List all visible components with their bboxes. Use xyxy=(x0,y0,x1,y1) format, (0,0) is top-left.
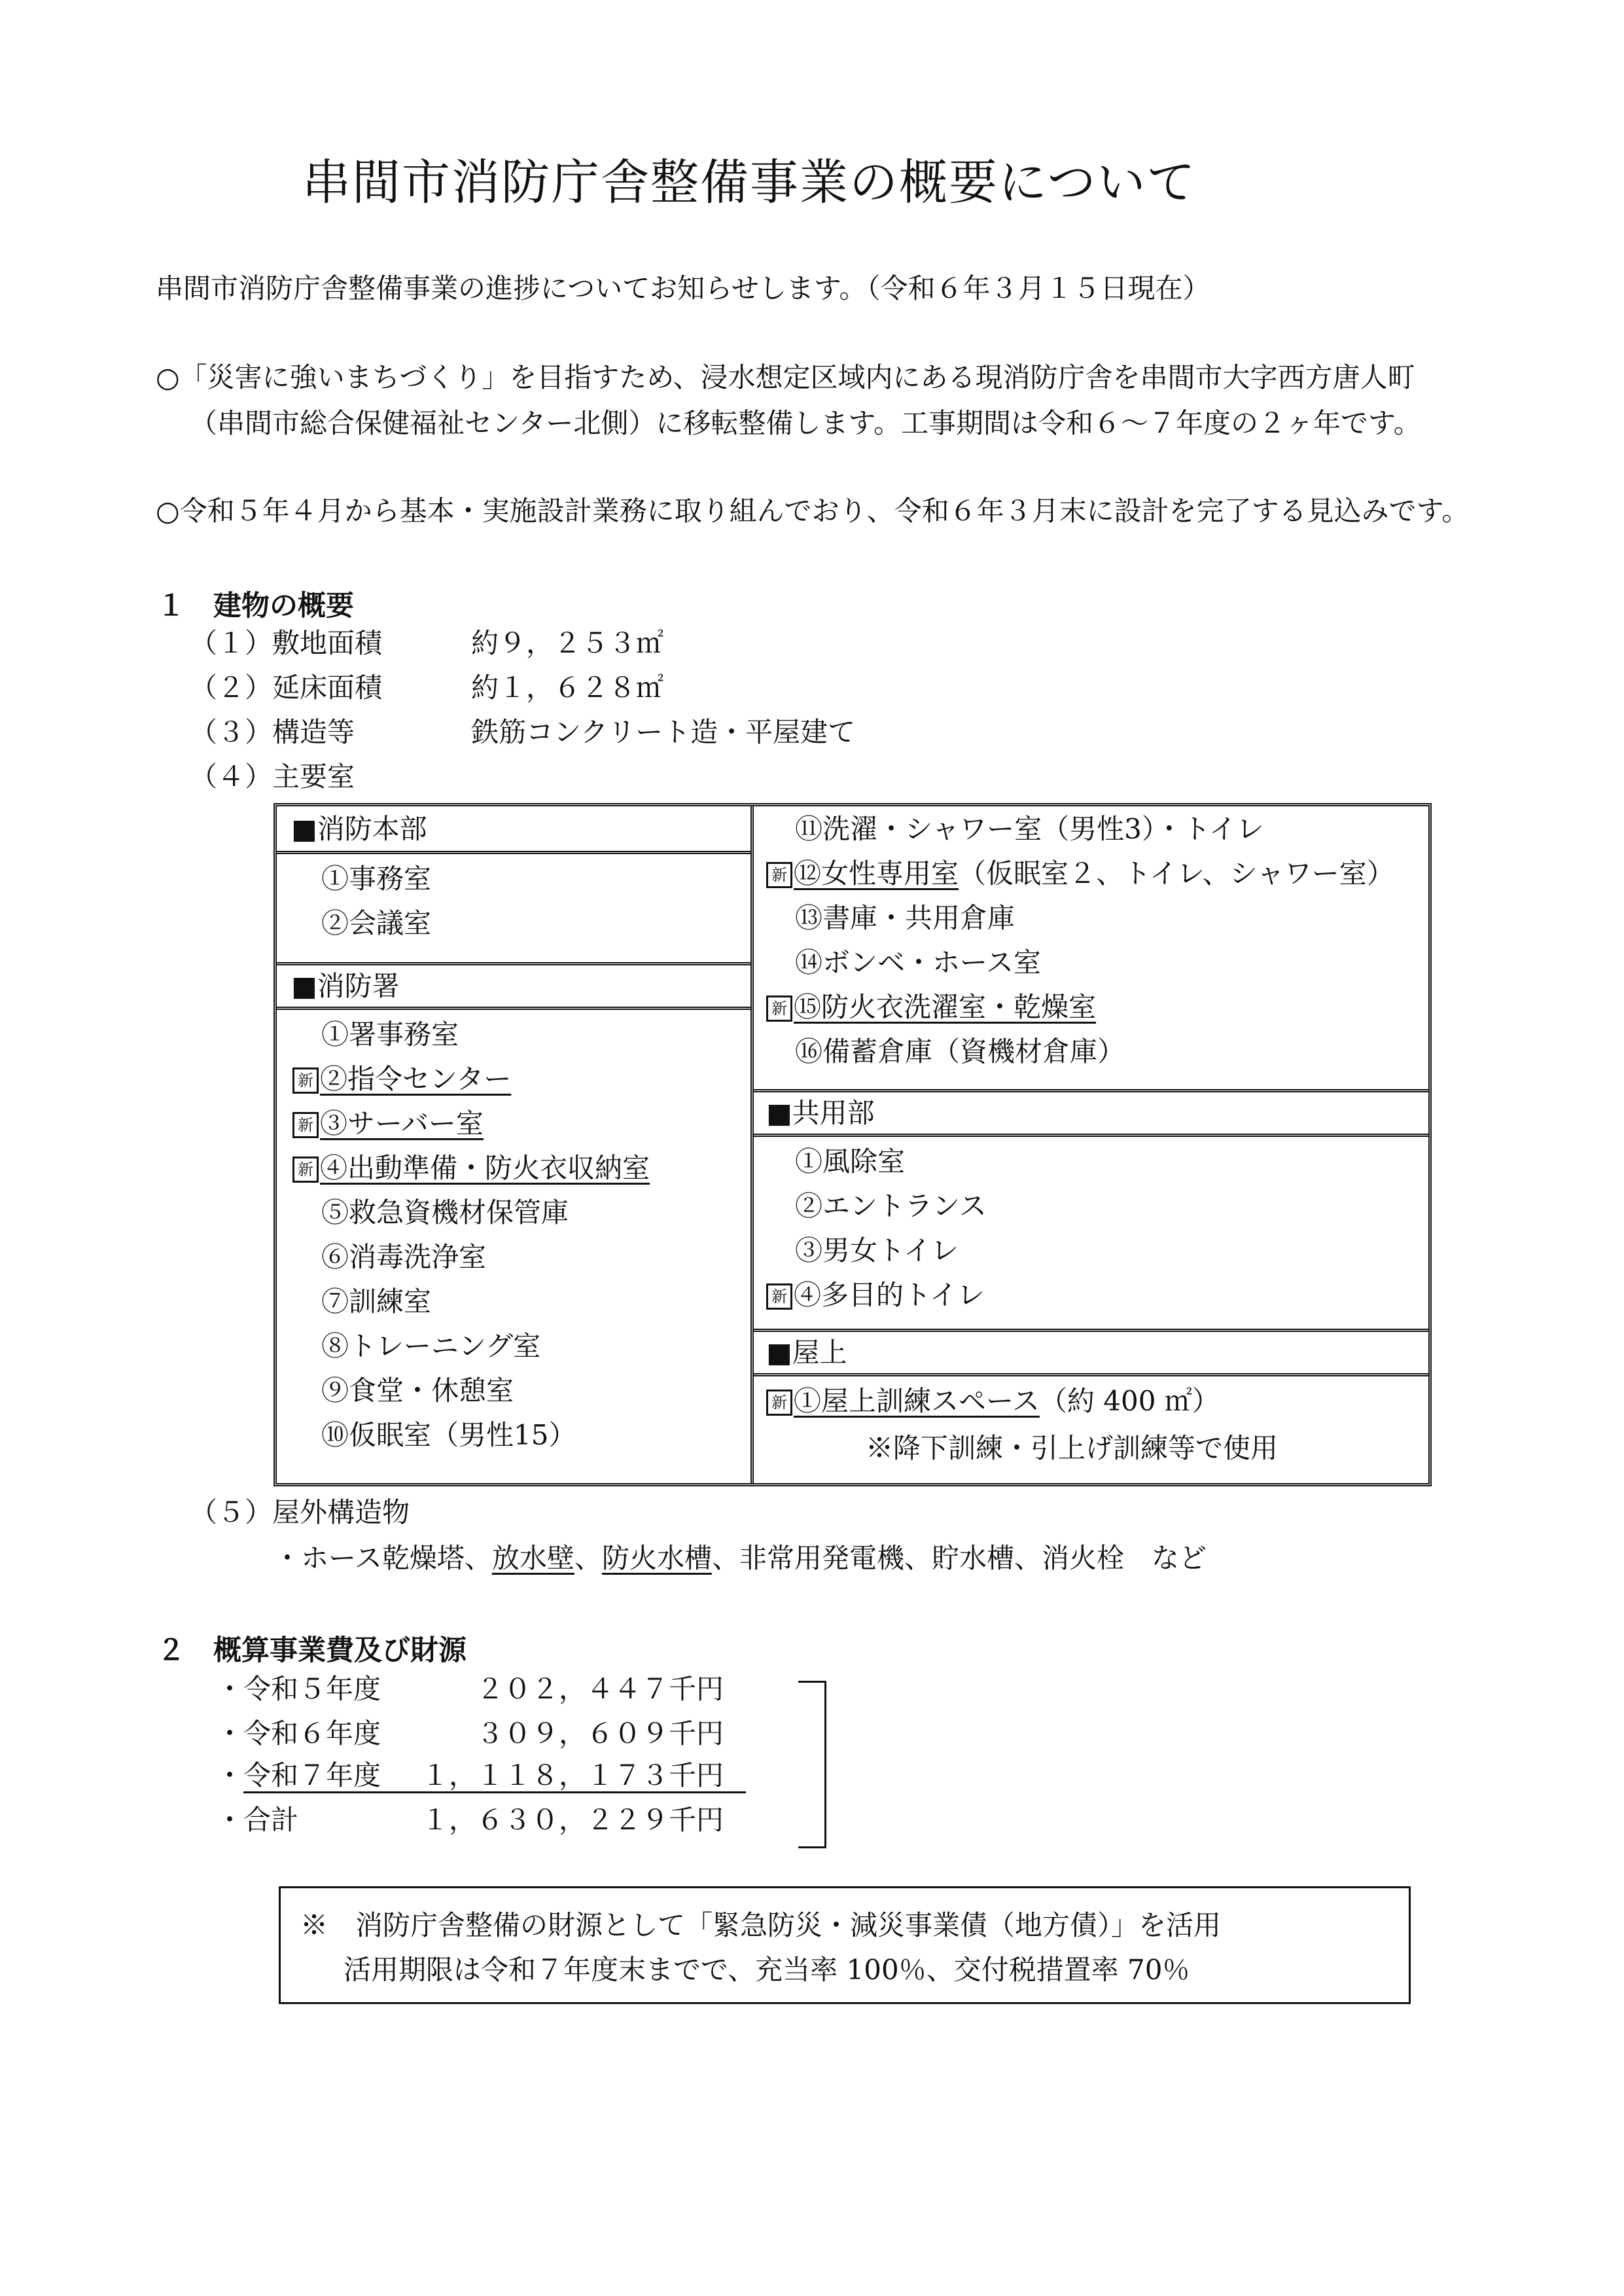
sum-underline xyxy=(243,1791,746,1793)
outdoor-new-item: 放水壁 xyxy=(491,1542,574,1574)
station-room: ①署事務室 xyxy=(321,1018,459,1050)
station-header: ■消防署 xyxy=(291,970,400,1002)
right-room-suffix: （仮眠室２、トイレ、シャワー室） xyxy=(959,857,1394,889)
right-room: ⑪洗濯・シャワー室（男性3）・トイレ xyxy=(795,813,1264,845)
site-area-value: 約９，２５３㎡ xyxy=(471,627,664,659)
table-line xyxy=(754,1329,1428,1332)
new-mark-icon: 新 xyxy=(766,1390,792,1416)
common-room: ①風除室 xyxy=(795,1145,906,1177)
roof-room-label: ①屋上訓練スペース xyxy=(794,1385,1040,1417)
cost-row-label: ・令和５年度 xyxy=(216,1673,381,1705)
section2-heading: ２ 概算事業費及び財源 xyxy=(157,1634,467,1667)
outdoor-text: 、非常用発電機、貯水槽、消火栓 など xyxy=(711,1542,1207,1574)
rooms-table xyxy=(274,803,1432,1486)
table-line xyxy=(754,1089,1428,1092)
station-room: ⑥消毒洗浄室 xyxy=(321,1241,487,1273)
intro-text: 串間市消防庁舎整備事業の進捗についてお知らせします。（令和６年３月１５日現在） xyxy=(156,272,1210,304)
station-room: ⑨食堂・休憩室 xyxy=(321,1374,514,1407)
new-mark-icon: 新 xyxy=(292,1067,319,1094)
cost-bracket xyxy=(798,1681,826,1848)
page-title: 串間市消防庁舎整備事業の概要について xyxy=(302,154,1197,211)
structure-label: （３）構造等 xyxy=(190,716,355,748)
station-room: ⑩仮眠室（男性15） xyxy=(321,1419,576,1451)
funding-note-box xyxy=(279,1886,1411,2004)
funding-note-line1: ※ 消防庁舎整備の財源として「緊急防災・減災事業債（地方債）」を活用 xyxy=(300,1909,1222,1941)
table-line xyxy=(277,1007,750,1010)
cost-row-value: ２０２，４４７千円 xyxy=(476,1673,724,1705)
roof-note: ※降下訓練・引上げ訓練等で使用 xyxy=(866,1432,1279,1464)
design-progress-paragraph: ○令和５年４月から基本・実施設計業務に取り組んでおり、令和６年３月末に設計を完了する見込みです。 xyxy=(156,495,1470,527)
cost-row-label: ・令和７年度 xyxy=(216,1759,381,1791)
new-mark-icon: 新 xyxy=(292,1112,319,1138)
cost-total-value: １，６３０，２２９千円 xyxy=(421,1804,724,1836)
table-line xyxy=(277,962,750,965)
station-room-label: ④出動準備・防火衣収納室 xyxy=(320,1152,650,1184)
structure-value: 鉄筋コンクリート造・平屋建て xyxy=(471,716,856,748)
new-mark-icon: 新 xyxy=(766,996,792,1022)
hq-room: ②会議室 xyxy=(321,907,432,939)
right-room: ⑬書庫・共用倉庫 xyxy=(795,902,1015,934)
station-room-label: ②指令センター xyxy=(320,1063,512,1095)
new-mark-icon: 新 xyxy=(292,1157,319,1183)
table-line xyxy=(754,1373,1428,1376)
station-room xyxy=(292,1063,512,1095)
hq-header: ■消防本部 xyxy=(291,813,427,845)
common-room: ③男女トイレ xyxy=(795,1234,959,1266)
station-room: ⑦訓練室 xyxy=(321,1285,432,1318)
right-room xyxy=(766,857,1394,889)
station-room: ⑤救急資機材保管庫 xyxy=(321,1196,569,1229)
common-room xyxy=(766,1279,985,1311)
new-mark-icon: 新 xyxy=(766,862,792,888)
table-line xyxy=(277,851,750,854)
floor-area-label: （２）延床面積 xyxy=(190,672,383,704)
cost-row-value: １，１１８，１７３千円 xyxy=(421,1759,724,1791)
station-room xyxy=(292,1152,650,1184)
station-room: ⑧トレーニング室 xyxy=(321,1330,541,1362)
right-room: ⑯備蓄倉庫（資機材倉庫） xyxy=(795,1035,1125,1067)
common-room-label: ④多目的トイレ xyxy=(794,1279,985,1311)
table-divider xyxy=(750,806,754,1483)
table-line xyxy=(754,1134,1428,1137)
common-room: ②エントランス xyxy=(795,1190,987,1222)
right-room: ⑭ボンベ・ホース室 xyxy=(795,946,1041,978)
outdoor-text: 、 xyxy=(574,1542,602,1574)
cost-row-label: ・令和６年度 xyxy=(216,1717,381,1749)
roof-room-suffix: （約 400 ㎡） xyxy=(1039,1385,1220,1417)
outdoor-structures-label: （５）屋外構造物 xyxy=(190,1496,410,1528)
outdoor-text: ・ホース乾燥塔、 xyxy=(274,1542,492,1574)
section1-heading: １ 建物の概要 xyxy=(157,590,354,622)
common-header: ■共用部 xyxy=(766,1097,875,1129)
floor-area-value: 約１，６２８㎡ xyxy=(471,672,664,704)
overview-paragraph-line1: ○「災害に強いまちづくり」を目指すため、浸水想定区域内にある現消防庁舎を串間市大字西方唐人町 xyxy=(156,361,1415,393)
roof-room xyxy=(766,1385,1220,1417)
overview-paragraph-line2: （串間市総合保健福祉センター北側）に移転整備します。工事期間は令和６～７年度の２ヶ年です。 xyxy=(190,407,1421,439)
outdoor-new-item: 防火水槽 xyxy=(601,1542,712,1574)
hq-room: ①事務室 xyxy=(321,863,432,895)
funding-note-line2: 活用期限は令和７年度末までで、充当率 100％、交付税措置率 70％ xyxy=(344,1954,1190,1986)
right-room-label: ⑮防火衣洗濯室・乾燥室 xyxy=(794,991,1097,1023)
site-area-label: （１）敷地面積 xyxy=(190,627,383,659)
cost-total-label: ・合計 xyxy=(216,1804,299,1836)
new-mark-icon: 新 xyxy=(766,1283,792,1310)
main-rooms-label: （４）主要室 xyxy=(190,761,355,793)
station-room xyxy=(292,1107,484,1139)
roof-header: ■屋上 xyxy=(766,1336,847,1369)
station-room-label: ③サーバー室 xyxy=(320,1107,484,1139)
outdoor-structures-list xyxy=(274,1542,1207,1574)
right-room xyxy=(766,991,1097,1023)
right-room-label: ⑫女性専用室 xyxy=(794,857,959,889)
cost-row-value: ３０９，６０９千円 xyxy=(476,1717,724,1749)
